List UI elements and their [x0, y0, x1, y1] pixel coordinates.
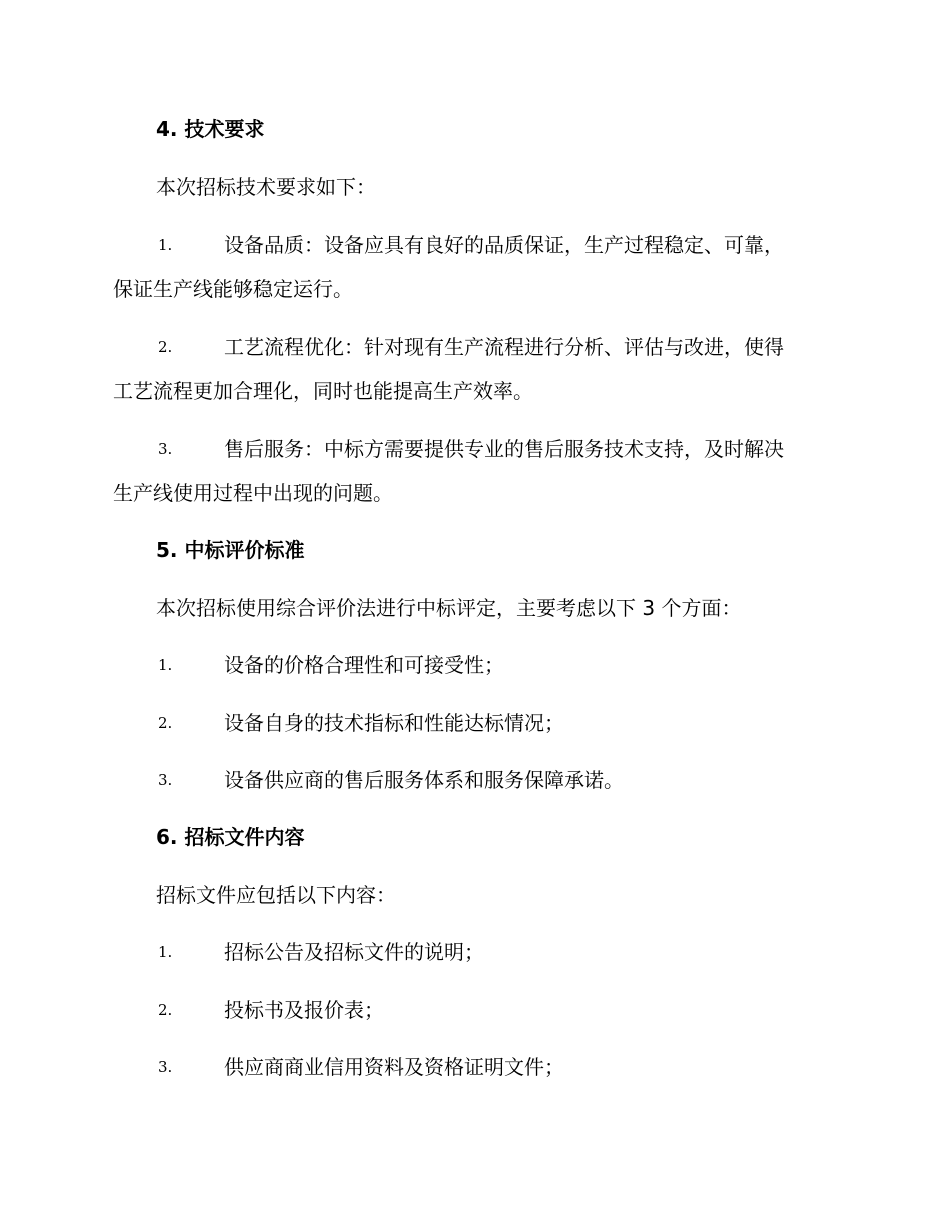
list-item-line: 设备品质：设备应具有良好的品质保证，生产过程稳定、可靠，	[224, 233, 784, 257]
section-heading-5: 5. 中标评价标准	[156, 538, 305, 562]
list-item-line: 供应商商业信用资料及资格证明文件；	[224, 1055, 564, 1079]
section-heading-4: 4. 技术要求	[156, 117, 265, 141]
list-number: 1.	[158, 236, 173, 254]
list-number: 3.	[158, 1058, 173, 1076]
section-intro-6: 招标文件应包括以下内容：	[156, 883, 396, 907]
list-item-line: 招标公告及招标文件的说明；	[224, 940, 484, 964]
list-item-line: 生产线使用过程中出现的问题。	[113, 481, 393, 505]
list-number: 2.	[158, 338, 173, 356]
list-number: 1.	[158, 943, 173, 961]
list-item-line: 工艺流程更加合理化，同时也能提高生产效率。	[113, 379, 533, 403]
list-number: 2.	[158, 1001, 173, 1019]
list-item-line: 设备供应商的售后服务体系和服务保障承诺。	[224, 768, 624, 792]
list-item-line: 售后服务：中标方需要提供专业的售后服务技术支持，及时解决	[224, 437, 784, 461]
list-number: 3.	[158, 440, 173, 458]
section-intro-4: 本次招标技术要求如下：	[156, 175, 376, 199]
list-item-line: 工艺流程优化：针对现有生产流程进行分析、评估与改进，使得	[224, 335, 784, 359]
list-number: 1.	[158, 656, 173, 674]
list-item-line: 投标书及报价表；	[224, 998, 384, 1022]
list-item-line: 保证生产线能够稳定运行。	[113, 277, 353, 301]
list-item-line: 设备自身的技术指标和性能达标情况；	[224, 711, 564, 735]
list-item-line: 设备的价格合理性和可接受性；	[224, 653, 504, 677]
list-number: 2.	[158, 714, 173, 732]
list-number: 3.	[158, 771, 173, 789]
section-heading-6: 6. 招标文件内容	[156, 825, 305, 849]
section-intro-5: 本次招标使用综合评价法进行中标评定，主要考虑以下 3 个方面：	[156, 596, 742, 620]
